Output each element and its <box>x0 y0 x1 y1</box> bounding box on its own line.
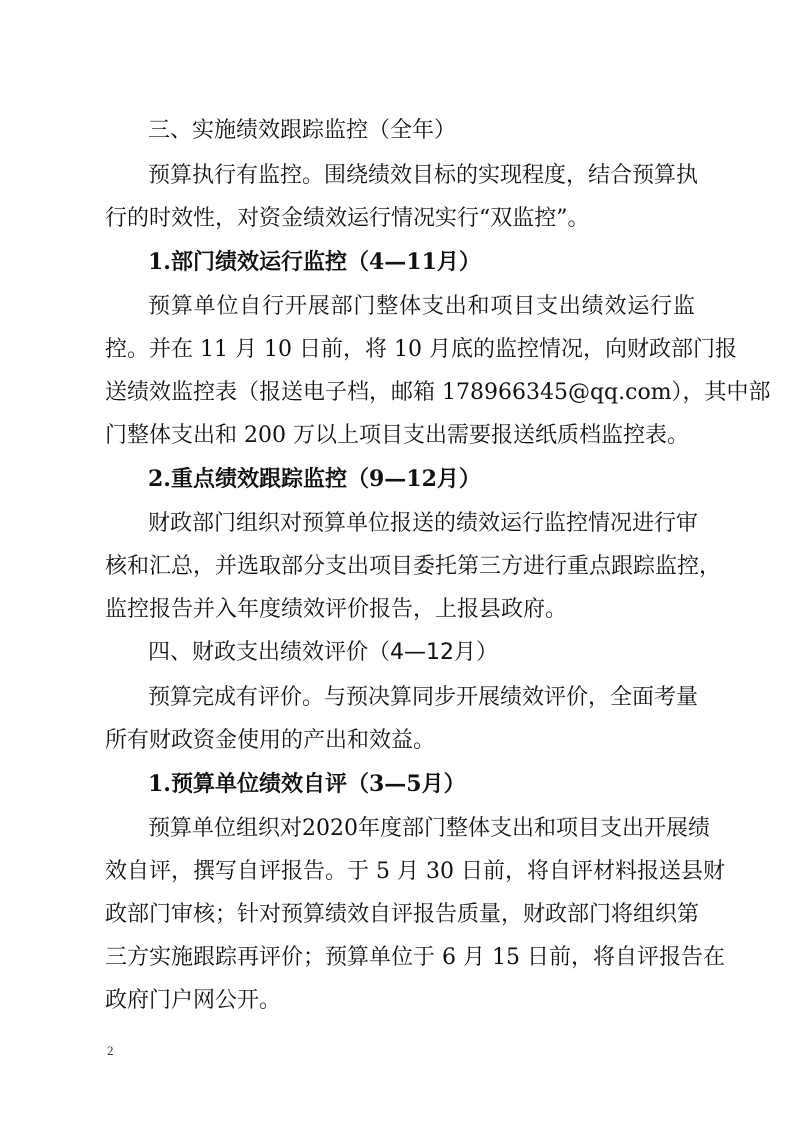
paragraph-line: 财政部门组织对预算单位报送的绩效运行监控情况进行审 <box>148 511 699 536</box>
paragraph-line: 所有财政资金使用的产出和效益。 <box>105 728 436 753</box>
paragraph-line: 监控报告并入年度绩效评价报告，上报县政府。 <box>105 597 568 622</box>
paragraph-line: 送绩效监控表（报送电子档，邮箱 178966345@qq.com），其中部 <box>105 380 771 405</box>
section-heading: 四、财政支出绩效评价（4—12月） <box>148 640 498 665</box>
paragraph-line: 预算执行有监控。围绕绩效目标的实现程度，结合预算执 <box>148 163 699 188</box>
paragraph-line: 控。并在 11 月 10 日前，将 10 月底的监控情况，向财政部门报 <box>105 337 737 362</box>
paragraph-line: 预算单位组织对2020年度部门整体支出和项目支出开展绩 <box>148 816 710 841</box>
paragraph-line: 三方实施跟踪再评价；预算单位于 6 月 15 日前，将自评报告在 <box>105 945 725 970</box>
paragraph-line: 预算单位自行开展部门整体支出和项目支出绩效运行监 <box>148 294 695 319</box>
paragraph-line: 效自评，撰写自评报告。于 5 月 30 日前，将自评材料报送县财 <box>105 859 725 884</box>
subsection-heading: 1.预算单位绩效自评（3—5月） <box>148 771 466 797</box>
paragraph-line: 核和汇总，并选取部分支出项目委托第三方进行重点跟踪监控， <box>105 554 722 579</box>
subsection-heading: 1.部门绩效运行监控（4—11月） <box>148 249 481 275</box>
page-number: 2 <box>107 1043 114 1058</box>
paragraph-line: 行的时效性，对资金绩效运行情况实行“双监控”。 <box>105 206 590 231</box>
section-heading: 三、实施绩效跟踪监控（全年） <box>148 118 457 143</box>
subsection-heading: 2.重点绩效跟踪监控（9—12月） <box>148 466 481 492</box>
paragraph-line: 政部门审核；针对预算绩效自评报告质量，财政部门将组织第 <box>105 902 700 927</box>
paragraph-line: 预算完成有评价。与预决算同步开展绩效评价，全面考量 <box>148 685 699 710</box>
paragraph-line: 门整体支出和 200 万以上项目支出需要报送纸质档监控表。 <box>105 423 689 448</box>
paragraph-line: 政府门户网公开。 <box>105 988 282 1013</box>
